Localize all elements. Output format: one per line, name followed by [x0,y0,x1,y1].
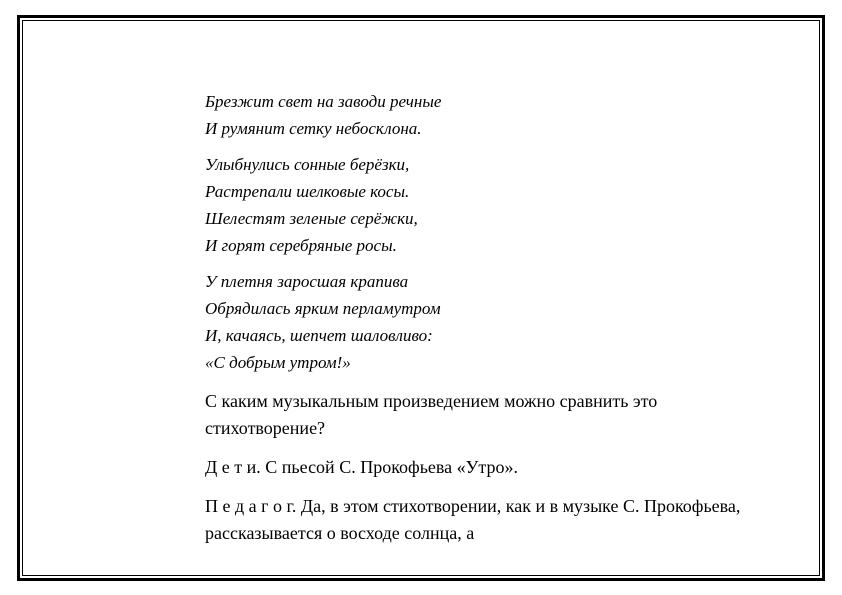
poem-line: Брезжит свет на заводи речные [205,92,442,111]
poem-stanza-3 [205,268,765,376]
poem-line: Шелестят зеленые серёжки, [205,209,418,228]
poem-line: И, качаясь, шепчет шаловливо: [205,326,433,345]
document-content [205,88,765,547]
question-paragraph: С каким музыкальным произведением можно сравнить это стихотворение? [205,391,658,438]
poem-line: Обрядилась ярким перламутром [205,299,441,318]
poem-stanza-2 [205,151,765,259]
poem-line: Растрепали шелковые косы. [205,182,410,201]
children-answer-paragraph [205,454,765,481]
poem-line: И горят серебряные росы. [205,236,397,255]
speaker-teacher: П е д а г о г. [205,496,297,516]
poem-line: Улыбнулись сонные берёзки, [205,155,410,174]
speaker-children: Д е т и. [205,457,261,477]
poem-line: «С добрым утром!» [205,353,351,372]
poem-line: И румянит сетку небосклона. [205,119,422,138]
teacher-answer-paragraph [205,493,765,547]
teacher-answer-text: Да, в этом стихотворении, как и в музыке С. Прокофьева, рассказывается о восходе солнца, а [205,496,741,543]
poem-line: У плетня заросшая крапива [205,272,409,291]
poem [205,88,765,376]
children-answer-text: С пьесой С. Прокофьева «Утро». [260,457,518,477]
poem-stanza-1 [205,88,765,142]
